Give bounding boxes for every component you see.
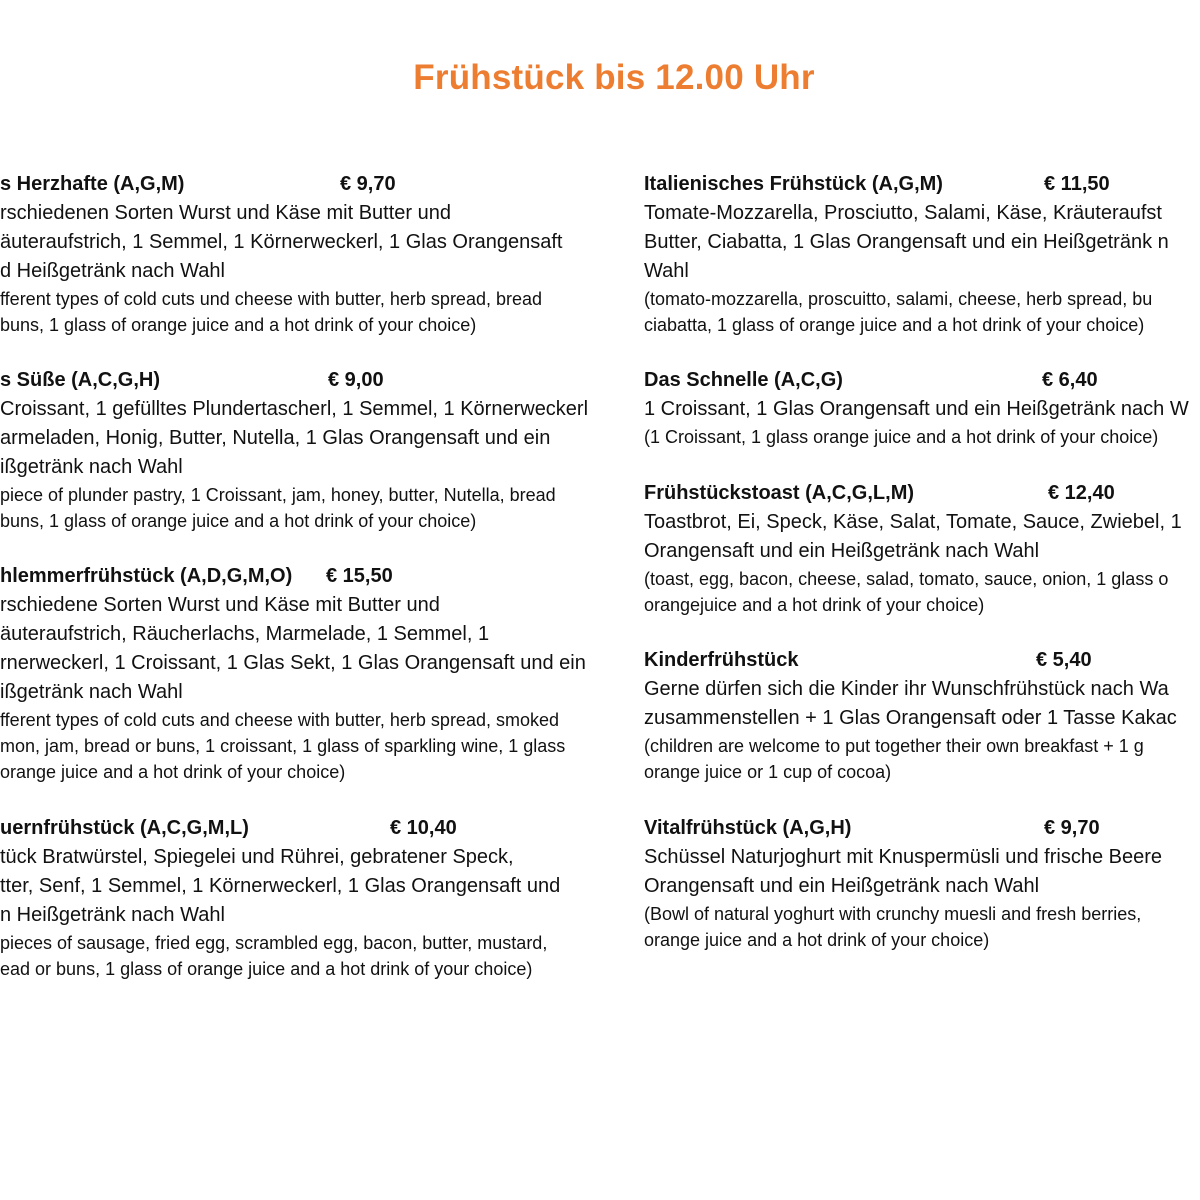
item-price: € 9,00 — [328, 369, 384, 391]
menu-title: Frühstück bis 12.00 Uhr — [413, 58, 815, 97]
menu-item-fruehstueckstoast — [644, 479, 1182, 618]
item-description-de: Toastbrot, Ei, Speck, Käse, Salat, Tomate, Sauce, Zwiebel, 1 — [644, 511, 1182, 533]
item-description-en: buns, 1 glass of orange juice and a hot drink of your choice) — [0, 315, 477, 335]
item-description-de: n Heißgetränk nach Wahl — [0, 904, 225, 926]
item-price: € 9,70 — [340, 173, 396, 195]
item-description-en: piece of plunder pastry, 1 Croissant, jam, honey, butter, Nutella, bread — [0, 485, 556, 505]
menu-item-das-schnelle — [644, 366, 1189, 450]
item-price: € 9,70 — [1044, 817, 1100, 839]
item-description-de: äuteraufstrich, Räucherlachs, Marmelade, 1 Semmel, 1 — [0, 623, 490, 645]
item-description-de: Gerne dürfen sich die Kinder ihr Wunschfrühstück nach Wa — [644, 678, 1169, 700]
item-description-en: pieces of sausage, fried egg, scrambled egg, bacon, butter, mustard, — [0, 933, 548, 953]
menu-item-bauernfruehstueck — [0, 814, 560, 982]
item-description-de: d Heißgetränk nach Wahl — [0, 260, 225, 282]
item-description-en: (1 Croissant, 1 glass orange juice and a hot drink of your choice) — [644, 427, 1159, 447]
item-price: € 12,40 — [1048, 482, 1115, 504]
item-name: Frühstückstoast (A,C,G,L,M) — [644, 482, 915, 504]
menu-item-italienisches-fruehstueck — [644, 170, 1169, 338]
item-description-de: Orangensaft und ein Heißgetränk nach Wahl — [644, 540, 1040, 562]
item-description-de: tter, Senf, 1 Semmel, 1 Körnerweckerl, 1 Glas Orangensaft und — [0, 875, 561, 897]
item-description-en: orange juice and a hot drink of your choice) — [644, 930, 990, 950]
item-name: uernfrühstück (A,C,G,M,L) — [0, 817, 249, 839]
item-description-de: armeladen, Honig, Butter, Nutella, 1 Glas Orangensaft und ein — [0, 427, 551, 449]
item-description-de: Schüssel Naturjoghurt mit Knuspermüsli und frische Beere — [644, 846, 1163, 868]
item-description-en: orangejuice and a hot drink of your choice) — [644, 595, 985, 615]
item-description-en: fferent types of cold cuts und cheese with butter, herb spread, bread — [0, 289, 543, 309]
item-name: Italienisches Frühstück (A,G,M) — [644, 173, 943, 195]
item-description-en: orange juice or 1 cup of cocoa) — [644, 762, 892, 782]
item-description-en: fferent types of cold cuts and cheese with butter, herb spread, smoked — [0, 710, 559, 730]
menu-item-vitalfruehstueck — [644, 814, 1162, 953]
item-description-en: ciabatta, 1 glass of orange juice and a hot drink of your choice) — [644, 315, 1145, 335]
item-price: € 5,40 — [1036, 649, 1092, 671]
menu-item-kinderfruehstueck — [644, 646, 1177, 785]
menu-item-schlemmerfruehstueck — [0, 562, 586, 785]
item-description-en: buns, 1 glass of orange juice and a hot drink of your choice) — [0, 511, 477, 531]
item-description-en: (tomato-mozzarella, proscuitto, salami, cheese, herb spread, bu — [644, 289, 1153, 309]
item-description-de: Butter, Ciabatta, 1 Glas Orangensaft und ein Heißgetränk n — [644, 231, 1169, 253]
item-description-en: (Bowl of natural yoghurt with crunchy muesli and fresh berries, — [644, 904, 1142, 924]
item-description-de: Tomate-Mozzarella, Prosciutto, Salami, Käse, Kräuteraufst — [644, 202, 1162, 224]
item-description-en: (children are welcome to put together their own breakfast + 1 g — [644, 736, 1144, 756]
menu-item-herzhafte — [0, 170, 562, 338]
item-description-de: rschiedene Sorten Wurst und Käse mit Butter und — [0, 594, 440, 616]
menu-item-suesse — [0, 366, 588, 534]
item-description-de: rnerweckerl, 1 Croissant, 1 Glas Sekt, 1 Glas Orangensaft und ein — [0, 652, 586, 674]
item-description-en: ead or buns, 1 glass of orange juice and a hot drink of your choice) — [0, 959, 533, 979]
item-description-de: zusammenstellen + 1 Glas Orangensaft oder 1 Tasse Kakac — [644, 707, 1177, 729]
item-description-de: äuteraufstrich, 1 Semmel, 1 Körnerweckerl, 1 Glas Orangensaft — [0, 231, 563, 253]
item-description-en: mon, jam, bread or buns, 1 croissant, 1 glass of sparkling wine, 1 glass — [0, 736, 566, 756]
item-description-de: ißgetränk nach Wahl — [0, 456, 183, 478]
item-name: s Herzhafte (A,G,M) — [0, 173, 185, 195]
item-price: € 6,40 — [1042, 369, 1098, 391]
item-description-de: Croissant, 1 gefülltes Plundertascherl, 1 Semmel, 1 Körnerweckerl — [0, 398, 589, 420]
item-description-en: orange juice and a hot drink of your choice) — [0, 762, 346, 782]
item-price: € 11,50 — [1044, 173, 1110, 195]
item-name: Das Schnelle (A,C,G) — [644, 369, 843, 391]
item-description-de: 1 Croissant, 1 Glas Orangensaft und ein Heißgetränk nach W — [644, 398, 1189, 420]
item-description-de: Wahl — [644, 260, 689, 282]
item-description-de: Orangensaft und ein Heißgetränk nach Wahl — [644, 875, 1040, 897]
item-price: € 10,40 — [390, 817, 457, 839]
item-description-de: ißgetränk nach Wahl — [0, 681, 183, 703]
item-description-de: tück Bratwürstel, Spiegelei und Rührei, gebratener Speck, — [0, 846, 514, 868]
item-name: Kinderfrühstück — [644, 649, 799, 671]
item-name: hlemmerfrühstück (A,D,G,M,O) — [0, 565, 293, 587]
item-name: Vitalfrühstück (A,G,H) — [644, 817, 852, 839]
item-name: s Süße (A,C,G,H) — [0, 369, 161, 391]
item-price: € 15,50 — [326, 565, 393, 587]
item-description-en: (toast, egg, bacon, cheese, salad, tomato, sauce, onion, 1 glass o — [644, 569, 1169, 589]
item-description-de: rschiedenen Sorten Wurst und Käse mit Butter und — [0, 202, 451, 224]
